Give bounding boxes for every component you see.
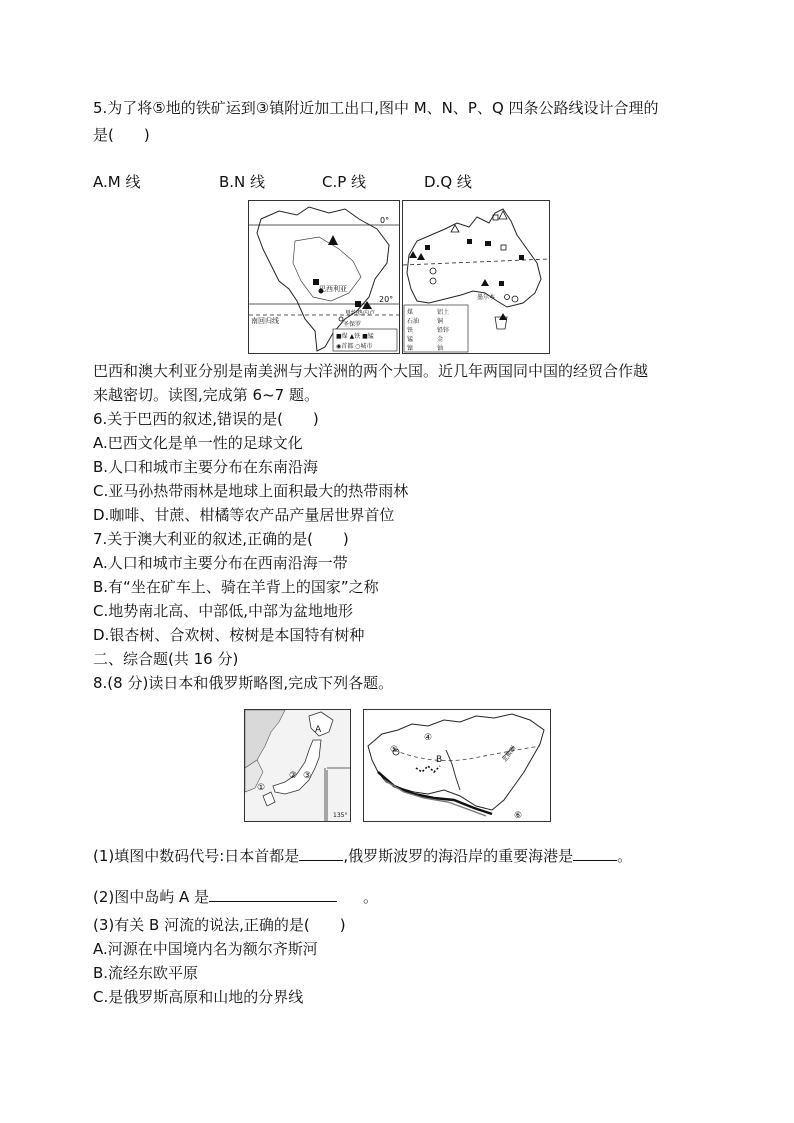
q8-sub2-text-a: (2)图中岛屿 A 是 [93, 888, 210, 906]
iron-icon [481, 279, 489, 286]
q7-option-a: A.人口和城市主要分布在西南沿海一带 [93, 554, 348, 572]
legend-coal: 煤 [407, 309, 414, 316]
russia-map [363, 709, 551, 822]
iron-icon [499, 313, 507, 320]
q8-stem: 8.(8 分)读日本和俄罗斯略图,完成下列各题。 [93, 674, 394, 692]
legend-copper: 铜 [437, 318, 444, 325]
japan-label-2: ② [289, 771, 298, 781]
iron-icon [362, 301, 372, 309]
q6-option-c: C.亚马孙热带雨林是地球上面积最大的热带雨林 [93, 482, 409, 500]
q8-sub1-text-b: ,俄罗斯波罗的海沿岸的重要海港是 [343, 847, 574, 865]
q5-option-b: B.N 线 [219, 173, 266, 191]
brazil-equator-label: 0° [380, 216, 390, 225]
brazil-city2-label: 里约热内卢 [345, 310, 376, 317]
q8-option-c: C.是俄罗斯高原和山地的分界线 [93, 988, 304, 1006]
q8-option-a: A.河源在中国境内名为额尔齐斯河 [93, 940, 318, 958]
legend-manganese: 锰 [407, 336, 414, 343]
q5-stem-line1: 5.为了将⑤地的铁矿运到③镇附近加工出口,图中 M、N、P、Q 四条公路线设计合理的 [93, 99, 659, 117]
japan-meridian-label: 135° [333, 812, 348, 819]
copper-icon [501, 245, 506, 250]
q5-option-a: A.M 线 [93, 173, 141, 191]
intro-line1: 巴西和澳大利亚分别是南美洲与大洋洲的两个大国。近几年两国同中国的经贸合作越 [93, 362, 649, 380]
iron-icon [417, 253, 425, 260]
australia-city-label: 墨尔本 [477, 294, 496, 301]
q5-option-c: C.P 线 [322, 173, 367, 191]
q5-option-d: D.Q 线 [424, 173, 472, 191]
russia-label-5: ⑤ [390, 745, 399, 755]
q7-stem: 7.关于澳大利亚的叙述,正确的是( ) [93, 530, 349, 548]
q8-sub2-blank[interactable] [209, 885, 337, 902]
bauxite-icon [499, 211, 507, 219]
legend-bauxite: 铝土 [437, 309, 450, 316]
legend-iron: 铁 [407, 327, 414, 334]
russia-arctic-label: 北极圈 [501, 744, 518, 764]
q8-sub2 [93, 885, 378, 908]
coal-icon [519, 255, 524, 260]
q8-sub1-text-a: (1)填图中数码代号:日本首都是 [93, 847, 300, 865]
brazil-city1-label: 圣保罗 [343, 321, 362, 328]
q5-stem-line2: 是( ) [93, 126, 150, 144]
legend-gold: 金 [437, 336, 444, 343]
brazil-tropic-label: 南回归线 [251, 317, 279, 325]
gold-icon [430, 278, 436, 284]
coal-icon [499, 281, 504, 286]
russia-label-b: B [436, 755, 443, 765]
brazil-map [248, 200, 400, 354]
q8-sub3: (3)有关 B 河流的说法,正确的是( ) [93, 916, 346, 934]
japan-label-1: ① [257, 783, 266, 793]
australia-map [402, 200, 550, 354]
manganese-icon [355, 301, 361, 307]
japan-map [244, 709, 351, 822]
legend-nickel: 镍 [407, 345, 414, 352]
manganese-icon [425, 245, 430, 250]
coal-icon [485, 241, 491, 246]
q8-sub1-blank2[interactable] [573, 844, 617, 861]
coal-icon [467, 239, 472, 244]
city-icon [505, 295, 510, 300]
q6-option-d: D.咖啡、甘蔗、柑橘等农产品产量居世界首位 [93, 506, 395, 524]
japan-label-a: A [315, 725, 322, 735]
q5-options [93, 171, 513, 193]
q8-sub1 [93, 844, 632, 867]
russia-label-4: ④ [424, 733, 433, 743]
brazil-legend-capital: ◉首都 ○城市 [336, 343, 373, 350]
q7-option-d: D.银杏树、合欢树、桉树是本国特有树种 [93, 626, 365, 644]
intro-line2: 来越密切。读图,完成第 6~7 题。 [93, 386, 319, 404]
russia-label-6: ⑥ [514, 811, 523, 821]
brazil-capital-label: 巴西利亚 [319, 285, 347, 293]
q6-option-b: B.人口和城市主要分布在东南沿海 [93, 458, 319, 476]
q6-stem: 6.关于巴西的叙述,错误的是( ) [93, 410, 319, 428]
legend-lead-zinc: 铅锌 [437, 327, 450, 334]
brazil-legend-symbols: ■煤 ▲铁 ■锰 [336, 333, 374, 340]
iron-icon [328, 235, 338, 245]
q6-option-a: A.巴西文化是单一性的足球文化 [93, 434, 303, 452]
section-heading: 二、综合题(共 16 分) [93, 650, 239, 668]
q7-option-c: C.地势南北高、中部低,中部为盆地地形 [93, 602, 354, 620]
bauxite-icon [451, 225, 459, 232]
brazil-20deg-label: 20° [379, 295, 394, 304]
q8-sub2-text-b: 。 [363, 888, 379, 906]
legend-uranium: 铀 [437, 345, 444, 352]
gold-icon [512, 296, 518, 302]
japan-label-3: ③ [303, 771, 312, 781]
legend-oil: 石油 [407, 318, 420, 325]
q8-sub1-blank1[interactable] [299, 844, 343, 861]
lead-zinc-icon [430, 268, 436, 274]
q7-option-b: B.有“坐在矿车上、骑在羊背上的国家”之称 [93, 578, 379, 596]
q8-sub1-text-c: 。 [617, 847, 633, 865]
q8-option-b: B.流经东欧平原 [93, 964, 199, 982]
